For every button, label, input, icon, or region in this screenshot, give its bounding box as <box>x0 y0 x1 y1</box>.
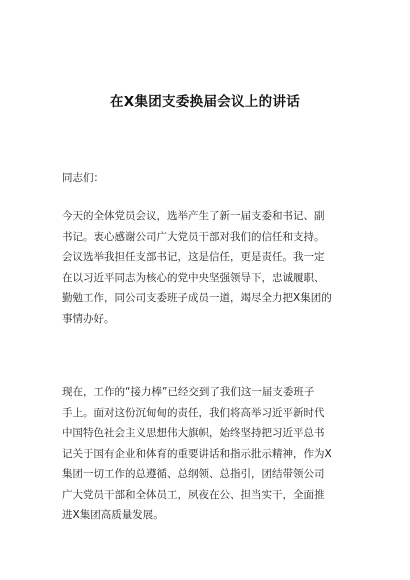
paragraph-line: 会议选举我担任支部书记，这是信任，更是责任。我一定 <box>62 251 325 263</box>
paragraph-line: 勤勉工作，同公司支委班子成员一道，竭尽全力把X集团的 <box>62 292 332 304</box>
paragraph-line: 记关于国有企业和体育的重要讲话和指示批示精神，作为X <box>62 447 332 460</box>
document-title: 在X集团支委换届会议上的讲话 <box>109 94 301 110</box>
paragraph-line: 今天的全体党员会议，选举产生了新一届支委和书记、副 <box>62 210 325 222</box>
paragraph-line: 现在，工作的“接力棒”已经交到了我们这一届支委班子 <box>62 386 315 398</box>
paragraph-line: 书记。衷心感谢公司广大党员干部对我们的信任和支持。 <box>62 230 325 243</box>
paragraph-line: 中国特色社会主义思想伟大旗帜，始终坚持把习近平总书 <box>62 427 325 439</box>
paragraph-line: 手上。面对这份沉甸甸的责任，我们将高举习近平新时代 <box>62 406 325 419</box>
paragraph-2 <box>62 382 348 526</box>
paragraph-line: 集团一切工作的总遵循、总纲领、总指引，团结带领公司 <box>62 468 325 480</box>
salutation: 同志们： <box>62 172 104 184</box>
paragraph-line: 事情办好。 <box>62 312 115 325</box>
paragraph-line: 在以习近平同志为核心的党中央坚强领导下，忠诚履职、 <box>62 271 325 284</box>
paragraph-line: 进X集团高质量发展。 <box>62 509 164 521</box>
paragraph-1 <box>62 206 348 329</box>
paragraph-line: 广大党员干部和全体员工，夙夜在公、担当实干，全面推 <box>62 488 325 501</box>
